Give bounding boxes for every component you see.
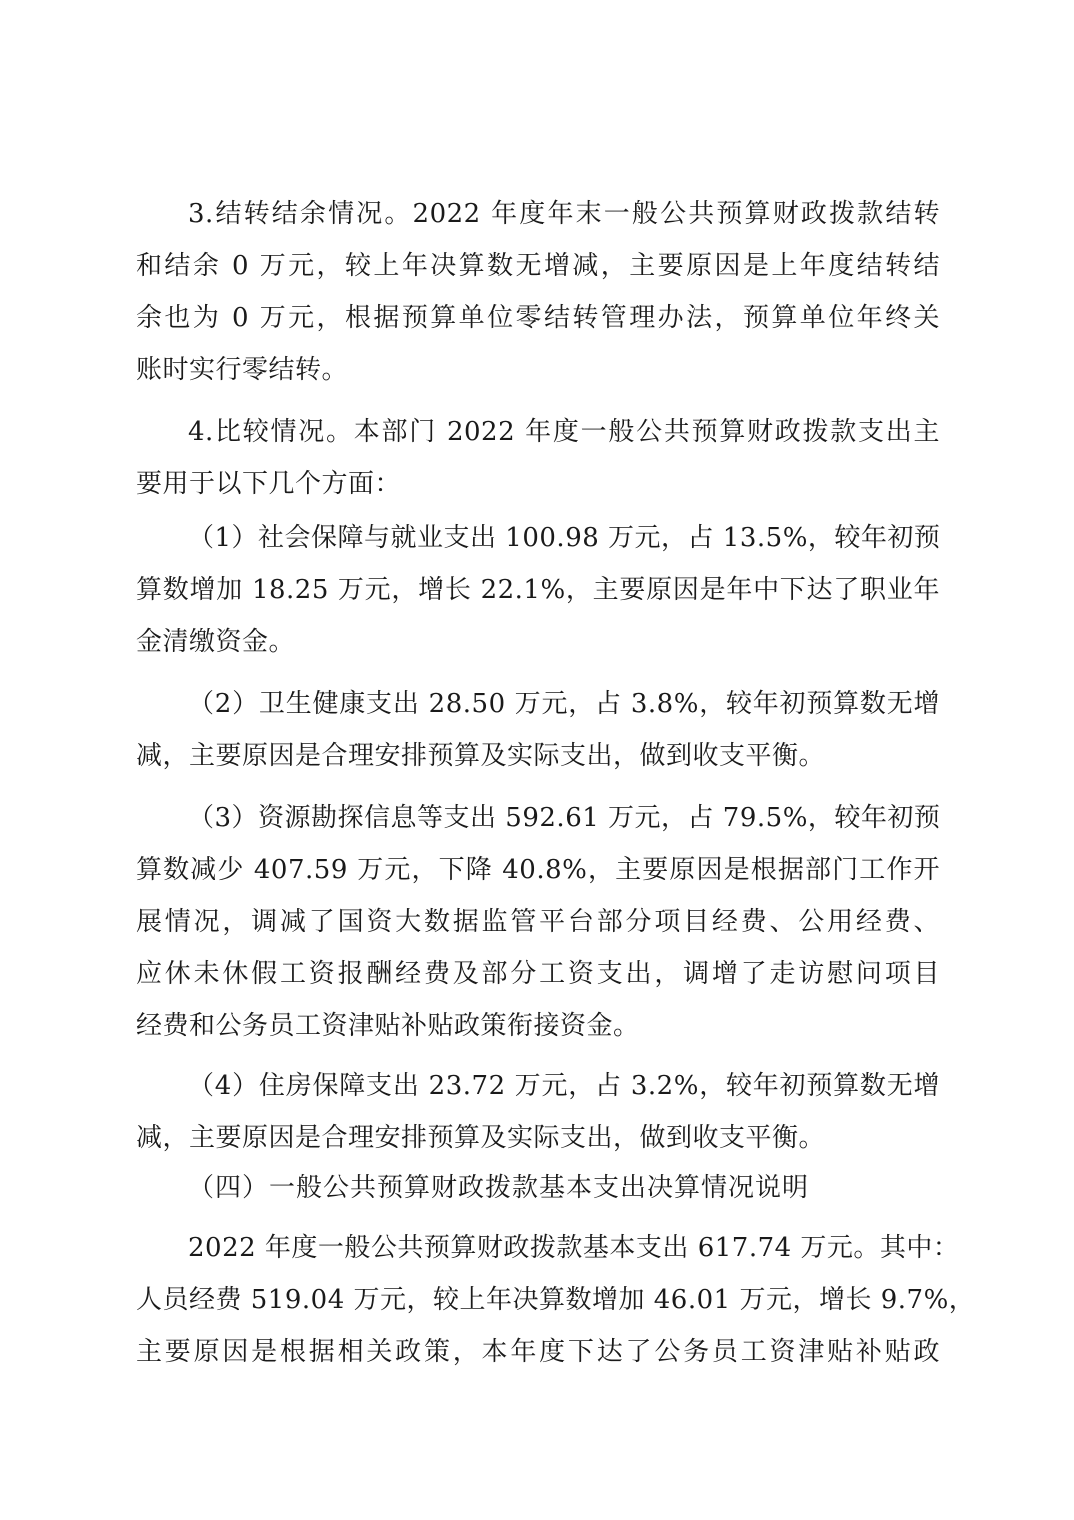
paragraph-carryover-line: 账时实行零结转。 [136, 355, 349, 385]
item-2-line: 减，主要原因是合理安排预算及实际支出，做到收支平衡。 [136, 741, 826, 771]
item-1-line: 算数增加 18.25 万元，增长 22.1%，主要原因是年中下达了职业年 [136, 575, 940, 605]
basic-expenditure-line: 主要原因是根据相关政策，本年度下达了公务员工资津贴补贴政 [136, 1337, 940, 1367]
paragraph-carryover-line: 余也为 0 万元，根据预算单位零结转管理办法，预算单位年终关 [136, 303, 940, 333]
basic-expenditure-line: 2022 年度一般公共预算财政拨款基本支出 617.74 万元。其中： [188, 1233, 960, 1263]
item-1-line: 金清缴资金。 [136, 627, 296, 657]
paragraph-carryover-line: 3.结转结余情况。2022 年度年末一般公共预算财政拨款结转 [188, 199, 940, 229]
paragraph-comparison-line: 4.比较情况。本部门 2022 年度一般公共预算财政拨款支出主 [188, 417, 940, 447]
item-4-line: 减，主要原因是合理安排预算及实际支出，做到收支平衡。 [136, 1123, 826, 1153]
basic-expenditure-line: 人员经费 519.04 万元，较上年决算数增加 46.01 万元，增长 9.7%， [136, 1285, 976, 1315]
item-1-line: （1）社会保障与就业支出 100.98 万元，占 13.5%，较年初预 [188, 523, 941, 553]
paragraph-comparison-line: 要用于以下几个方面： [136, 469, 402, 499]
item-3-line: 展情况，调减了国资大数据监管平台部分项目经费、公用经费、 [136, 907, 940, 937]
item-3-line: 经费和公务员工资津贴补贴政策衔接资金。 [136, 1011, 640, 1041]
item-4-line: （4）住房保障支出 23.72 万元，占 3.2%，较年初预算数无增 [188, 1071, 940, 1101]
section-heading: （四）一般公共预算财政拨款基本支出决算情况说明 [188, 1173, 810, 1203]
paragraph-carryover-line: 和结余 0 万元，较上年决算数无增减，主要原因是上年度结转结 [136, 251, 940, 281]
item-3-line: （3）资源勘探信息等支出 592.61 万元，占 79.5%，较年初预 [188, 803, 941, 833]
item-3-line: 算数减少 407.59 万元，下降 40.8%，主要原因是根据部门工作开 [136, 855, 940, 885]
item-3-line: 应休未休假工资报酬经费及部分工资支出，调增了走访慰问项目 [136, 959, 940, 989]
item-2-line: （2）卫生健康支出 28.50 万元，占 3.8%，较年初预算数无增 [188, 689, 940, 719]
